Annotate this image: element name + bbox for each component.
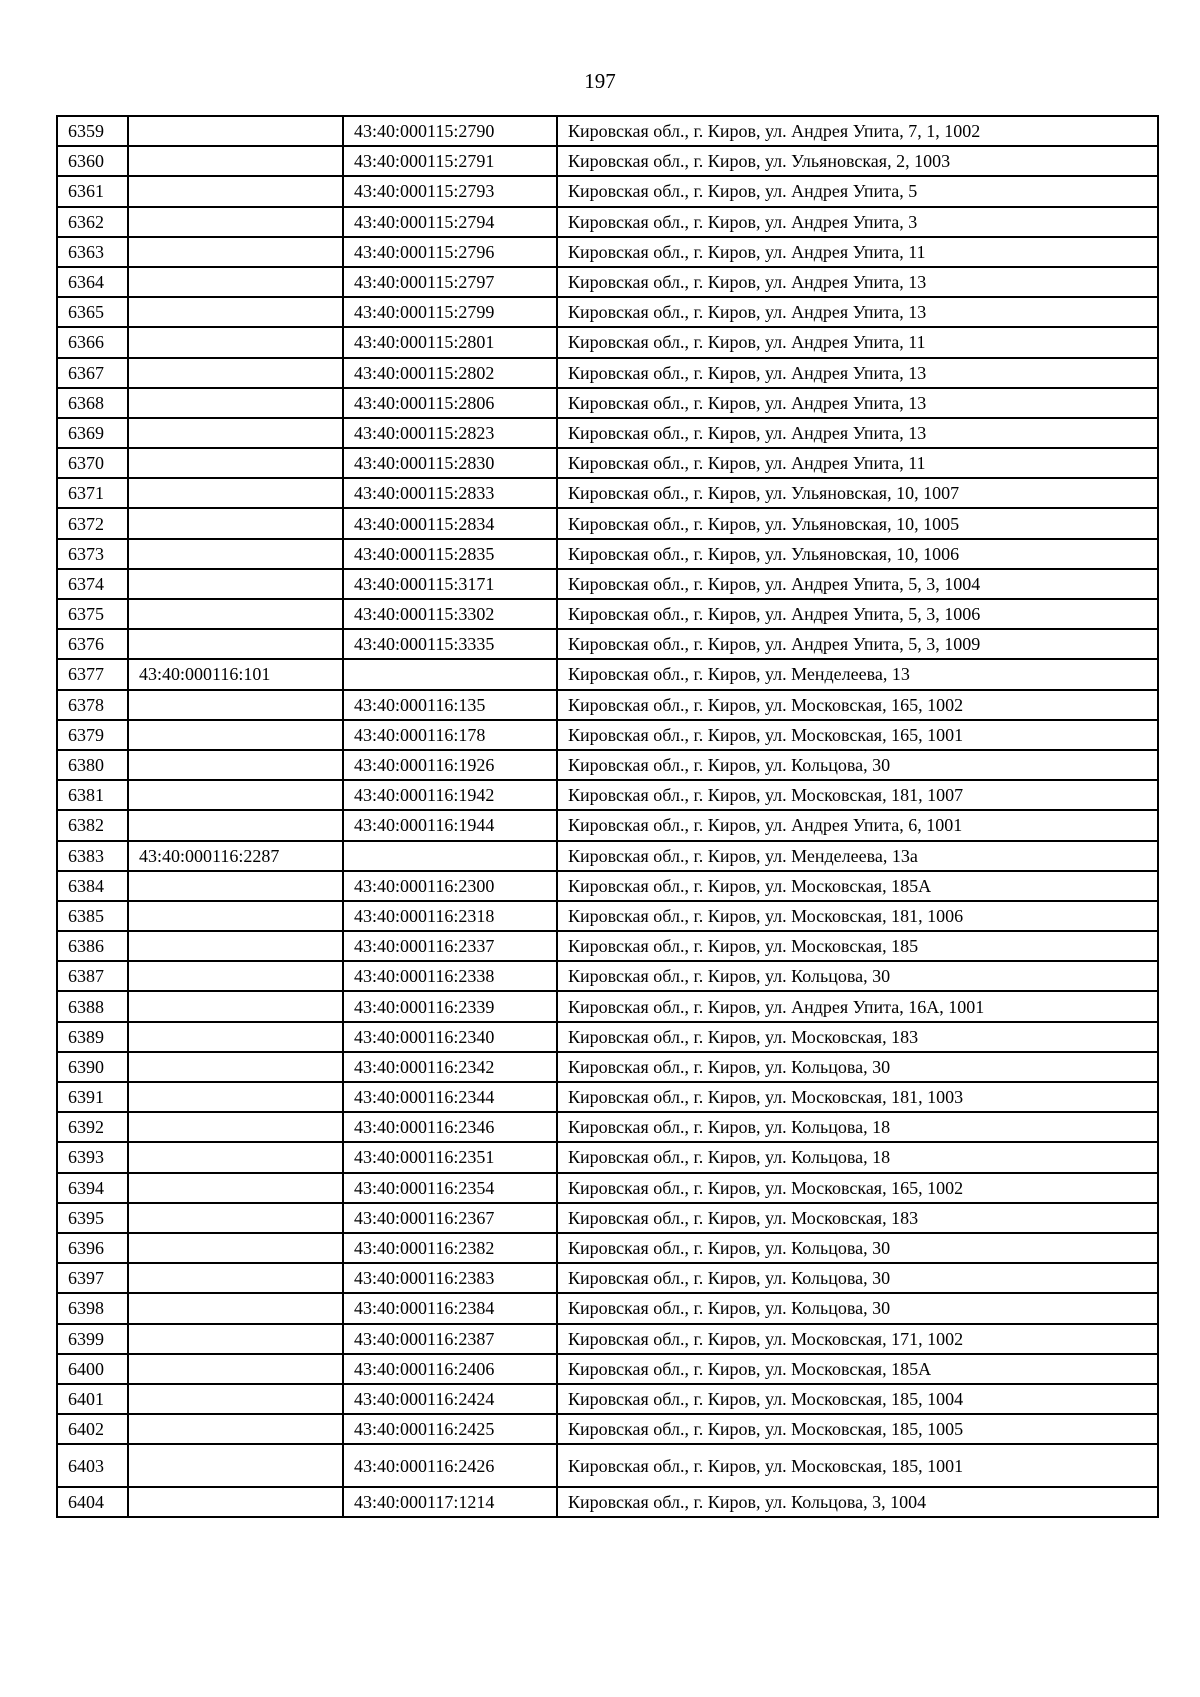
- building-cadastral-number-cell: 43:40:000116:2426: [343, 1444, 557, 1487]
- building-cadastral-number-cell: 43:40:000116:2382: [343, 1233, 557, 1263]
- building-cadastral-number-cell: 43:40:000116:2344: [343, 1082, 557, 1112]
- address-cell: Кировская обл., г. Киров, ул. Менделеева, 13: [557, 659, 1158, 689]
- row-number-cell: 6390: [57, 1052, 128, 1082]
- table-row: [57, 1263, 1158, 1293]
- building-cadastral-number-cell: 43:40:000115:2830: [343, 448, 557, 478]
- table-row: [57, 176, 1158, 206]
- building-cadastral-number-cell: 43:40:000115:2790: [343, 116, 557, 146]
- address-cell: Кировская обл., г. Киров, ул. Московская, 181, 1006: [557, 901, 1158, 931]
- table-row: [57, 780, 1158, 810]
- land-cadastral-number-cell: [128, 720, 343, 750]
- address-cell: Кировская обл., г. Киров, ул. Андрея Упита, 11: [557, 448, 1158, 478]
- table-row: [57, 1293, 1158, 1323]
- row-number-cell: 6380: [57, 750, 128, 780]
- table-row: [57, 1384, 1158, 1414]
- address-cell: Кировская обл., г. Киров, ул. Андрея Упита, 13: [557, 297, 1158, 327]
- land-cadastral-number-cell: [128, 1052, 343, 1082]
- table-row: [57, 1487, 1158, 1517]
- table-row: [57, 720, 1158, 750]
- row-number-cell: 6381: [57, 780, 128, 810]
- land-cadastral-number-cell: [128, 146, 343, 176]
- building-cadastral-number-cell: [343, 659, 557, 689]
- building-cadastral-number-cell: 43:40:000116:2318: [343, 901, 557, 931]
- row-number-cell: 6379: [57, 720, 128, 750]
- row-number-cell: 6386: [57, 931, 128, 961]
- land-cadastral-number-cell: [128, 176, 343, 206]
- land-cadastral-number-cell: [128, 478, 343, 508]
- table-row: [57, 358, 1158, 388]
- row-number-cell: 6401: [57, 1384, 128, 1414]
- row-number-cell: 6373: [57, 539, 128, 569]
- land-cadastral-number-cell: [128, 599, 343, 629]
- address-cell: Кировская обл., г. Киров, ул. Андрея Упита, 13: [557, 418, 1158, 448]
- address-cell: Кировская обл., г. Киров, ул. Московская, 181, 1007: [557, 780, 1158, 810]
- address-cell: Кировская обл., г. Киров, ул. Андрея Упита, 13: [557, 267, 1158, 297]
- table-row: [57, 1203, 1158, 1233]
- table-row: [57, 1173, 1158, 1203]
- land-cadastral-number-cell: [128, 267, 343, 297]
- address-cell: Кировская обл., г. Киров, ул. Московская, 165, 1002: [557, 690, 1158, 720]
- building-cadastral-number-cell: 43:40:000116:2346: [343, 1112, 557, 1142]
- row-number-cell: 6367: [57, 358, 128, 388]
- table-row: [57, 207, 1158, 237]
- building-cadastral-number-cell: 43:40:000116:1926: [343, 750, 557, 780]
- address-cell: Кировская обл., г. Киров, ул. Кольцова, 30: [557, 1293, 1158, 1323]
- row-number-cell: 6363: [57, 237, 128, 267]
- table-row: [57, 659, 1158, 689]
- land-cadastral-number-cell: [128, 961, 343, 991]
- table-row: [57, 599, 1158, 629]
- building-cadastral-number-cell: 43:40:000116:1944: [343, 810, 557, 840]
- row-number-cell: 6369: [57, 418, 128, 448]
- row-number-cell: 6371: [57, 478, 128, 508]
- address-cell: Кировская обл., г. Киров, ул. Кольцова, 30: [557, 750, 1158, 780]
- land-cadastral-number-cell: 43:40:000116:101: [128, 659, 343, 689]
- land-cadastral-number-cell: [128, 1384, 343, 1414]
- address-cell: Кировская обл., г. Киров, ул. Кольцова, 3, 1004: [557, 1487, 1158, 1517]
- building-cadastral-number-cell: 43:40:000115:2793: [343, 176, 557, 206]
- building-cadastral-number-cell: 43:40:000115:2796: [343, 237, 557, 267]
- table-row: [57, 1112, 1158, 1142]
- land-cadastral-number-cell: [128, 1414, 343, 1444]
- address-cell: Кировская обл., г. Киров, ул. Кольцова, 30: [557, 1052, 1158, 1082]
- land-cadastral-number-cell: [128, 1444, 343, 1487]
- address-cell: Кировская обл., г. Киров, ул. Андрея Упита, 3: [557, 207, 1158, 237]
- row-number-cell: 6396: [57, 1233, 128, 1263]
- row-number-cell: 6360: [57, 146, 128, 176]
- land-cadastral-number-cell: [128, 871, 343, 901]
- land-cadastral-number-cell: [128, 1112, 343, 1142]
- table-row: [57, 448, 1158, 478]
- land-cadastral-number-cell: [128, 1233, 343, 1263]
- address-cell: Кировская обл., г. Киров, ул. Кольцова, 30: [557, 1263, 1158, 1293]
- land-cadastral-number-cell: 43:40:000116:2287: [128, 841, 343, 871]
- row-number-cell: 6359: [57, 116, 128, 146]
- land-cadastral-number-cell: [128, 237, 343, 267]
- table-row: [57, 388, 1158, 418]
- address-cell: Кировская обл., г. Киров, ул. Московская, 185: [557, 931, 1158, 961]
- table-row: [57, 146, 1158, 176]
- address-cell: Кировская обл., г. Киров, ул. Андрея Упита, 13: [557, 388, 1158, 418]
- address-cell: Кировская обл., г. Киров, ул. Андрея Упита, 11: [557, 327, 1158, 357]
- land-cadastral-number-cell: [128, 780, 343, 810]
- land-cadastral-number-cell: [128, 327, 343, 357]
- building-cadastral-number-cell: 43:40:000117:1214: [343, 1487, 557, 1517]
- building-cadastral-number-cell: 43:40:000116:178: [343, 720, 557, 750]
- row-number-cell: 6377: [57, 659, 128, 689]
- land-cadastral-number-cell: [128, 1022, 343, 1052]
- building-cadastral-number-cell: 43:40:000116:2425: [343, 1414, 557, 1444]
- address-cell: Кировская обл., г. Киров, ул. Московская, 181, 1003: [557, 1082, 1158, 1112]
- table-row: [57, 961, 1158, 991]
- building-cadastral-number-cell: 43:40:000115:2801: [343, 327, 557, 357]
- row-number-cell: 6376: [57, 629, 128, 659]
- row-number-cell: 6387: [57, 961, 128, 991]
- building-cadastral-number-cell: 43:40:000116:2367: [343, 1203, 557, 1233]
- row-number-cell: 6398: [57, 1293, 128, 1323]
- building-cadastral-number-cell: 43:40:000115:2802: [343, 358, 557, 388]
- address-cell: Кировская обл., г. Киров, ул. Андрея Упита, 13: [557, 358, 1158, 388]
- land-cadastral-number-cell: [128, 991, 343, 1021]
- building-cadastral-number-cell: 43:40:000115:2835: [343, 539, 557, 569]
- table-row: [57, 901, 1158, 931]
- table-row: [57, 478, 1158, 508]
- address-cell: Кировская обл., г. Киров, ул. Московская, 185, 1004: [557, 1384, 1158, 1414]
- address-cell: Кировская обл., г. Киров, ул. Московская, 185А: [557, 871, 1158, 901]
- building-cadastral-number-cell: 43:40:000116:2387: [343, 1324, 557, 1354]
- building-cadastral-number-cell: 43:40:000116:135: [343, 690, 557, 720]
- building-cadastral-number-cell: 43:40:000116:2406: [343, 1354, 557, 1384]
- land-cadastral-number-cell: [128, 1324, 343, 1354]
- address-cell: Кировская обл., г. Киров, ул. Андрея Упита, 5, 3, 1004: [557, 569, 1158, 599]
- address-cell: Кировская обл., г. Киров, ул. Ульяновская, 10, 1007: [557, 478, 1158, 508]
- row-number-cell: 6403: [57, 1444, 128, 1487]
- table-row: [57, 629, 1158, 659]
- address-cell: Кировская обл., г. Киров, ул. Андрея Упита, 6, 1001: [557, 810, 1158, 840]
- table-row: [57, 931, 1158, 961]
- row-number-cell: 6404: [57, 1487, 128, 1517]
- land-cadastral-number-cell: [128, 690, 343, 720]
- table-row: [57, 1142, 1158, 1172]
- land-cadastral-number-cell: [128, 629, 343, 659]
- table-row: [57, 418, 1158, 448]
- land-cadastral-number-cell: [128, 569, 343, 599]
- table-row: [57, 297, 1158, 327]
- registry-table-body: [57, 116, 1158, 1517]
- table-row: [57, 1324, 1158, 1354]
- table-row: [57, 690, 1158, 720]
- land-cadastral-number-cell: [128, 358, 343, 388]
- building-cadastral-number-cell: 43:40:000116:2354: [343, 1173, 557, 1203]
- table-row: [57, 237, 1158, 267]
- row-number-cell: 6370: [57, 448, 128, 478]
- table-row: [57, 1082, 1158, 1112]
- address-cell: Кировская обл., г. Киров, ул. Ульяновская, 10, 1006: [557, 539, 1158, 569]
- land-cadastral-number-cell: [128, 1082, 343, 1112]
- row-number-cell: 6368: [57, 388, 128, 418]
- address-cell: Кировская обл., г. Киров, ул. Андрея Упита, 16А, 1001: [557, 991, 1158, 1021]
- land-cadastral-number-cell: [128, 931, 343, 961]
- land-cadastral-number-cell: [128, 388, 343, 418]
- building-cadastral-number-cell: 43:40:000116:2338: [343, 961, 557, 991]
- building-cadastral-number-cell: [343, 841, 557, 871]
- address-cell: Кировская обл., г. Киров, ул. Андрея Упита, 7, 1, 1002: [557, 116, 1158, 146]
- row-number-cell: 6395: [57, 1203, 128, 1233]
- address-cell: Кировская обл., г. Киров, ул. Андрея Упита, 5, 3, 1009: [557, 629, 1158, 659]
- row-number-cell: 6402: [57, 1414, 128, 1444]
- land-cadastral-number-cell: [128, 1203, 343, 1233]
- land-cadastral-number-cell: [128, 539, 343, 569]
- table-row: [57, 991, 1158, 1021]
- address-cell: Кировская обл., г. Киров, ул. Московская, 185, 1005: [557, 1414, 1158, 1444]
- row-number-cell: 6388: [57, 991, 128, 1021]
- land-cadastral-number-cell: [128, 1293, 343, 1323]
- table-row: [57, 1414, 1158, 1444]
- row-number-cell: 6384: [57, 871, 128, 901]
- building-cadastral-number-cell: 43:40:000116:2351: [343, 1142, 557, 1172]
- building-cadastral-number-cell: 43:40:000116:2340: [343, 1022, 557, 1052]
- building-cadastral-number-cell: 43:40:000115:3335: [343, 629, 557, 659]
- land-cadastral-number-cell: [128, 1354, 343, 1384]
- table-row: [57, 267, 1158, 297]
- address-cell: Кировская обл., г. Киров, ул. Московская, 183: [557, 1022, 1158, 1052]
- building-cadastral-number-cell: 43:40:000115:3171: [343, 569, 557, 599]
- table-row: [57, 539, 1158, 569]
- row-number-cell: 6393: [57, 1142, 128, 1172]
- land-cadastral-number-cell: [128, 1263, 343, 1293]
- land-cadastral-number-cell: [128, 207, 343, 237]
- row-number-cell: 6385: [57, 901, 128, 931]
- table-row: [57, 871, 1158, 901]
- table-row: [57, 1052, 1158, 1082]
- building-cadastral-number-cell: 43:40:000116:2300: [343, 871, 557, 901]
- address-cell: Кировская обл., г. Киров, ул. Андрея Упита, 5: [557, 176, 1158, 206]
- row-number-cell: 6392: [57, 1112, 128, 1142]
- row-number-cell: 6374: [57, 569, 128, 599]
- page-number: 197: [584, 69, 616, 93]
- address-cell: Кировская обл., г. Киров, ул. Кольцова, 18: [557, 1142, 1158, 1172]
- table-row: [57, 116, 1158, 146]
- row-number-cell: 6378: [57, 690, 128, 720]
- row-number-cell: 6394: [57, 1173, 128, 1203]
- row-number-cell: 6389: [57, 1022, 128, 1052]
- row-number-cell: 6382: [57, 810, 128, 840]
- building-cadastral-number-cell: 43:40:000116:2339: [343, 991, 557, 1021]
- building-cadastral-number-cell: 43:40:000116:2424: [343, 1384, 557, 1414]
- registry-table: [56, 115, 1159, 1518]
- building-cadastral-number-cell: 43:40:000115:2794: [343, 207, 557, 237]
- land-cadastral-number-cell: [128, 1173, 343, 1203]
- building-cadastral-number-cell: 43:40:000116:2342: [343, 1052, 557, 1082]
- land-cadastral-number-cell: [128, 418, 343, 448]
- address-cell: Кировская обл., г. Киров, ул. Кольцова, 30: [557, 961, 1158, 991]
- row-number-cell: 6365: [57, 297, 128, 327]
- address-cell: Кировская обл., г. Киров, ул. Ульяновская, 2, 1003: [557, 146, 1158, 176]
- building-cadastral-number-cell: 43:40:000115:3302: [343, 599, 557, 629]
- address-cell: Кировская обл., г. Киров, ул. Андрея Упита, 11: [557, 237, 1158, 267]
- row-number-cell: 6366: [57, 327, 128, 357]
- building-cadastral-number-cell: 43:40:000115:2833: [343, 478, 557, 508]
- address-cell: Кировская обл., г. Киров, ул. Московская, 183: [557, 1203, 1158, 1233]
- building-cadastral-number-cell: 43:40:000115:2799: [343, 297, 557, 327]
- building-cadastral-number-cell: 43:40:000116:2383: [343, 1263, 557, 1293]
- building-cadastral-number-cell: 43:40:000116:2384: [343, 1293, 557, 1323]
- address-cell: Кировская обл., г. Киров, ул. Московская, 165, 1001: [557, 720, 1158, 750]
- row-number-cell: 6361: [57, 176, 128, 206]
- land-cadastral-number-cell: [128, 750, 343, 780]
- table-row: [57, 1444, 1158, 1487]
- building-cadastral-number-cell: 43:40:000116:2337: [343, 931, 557, 961]
- address-cell: Кировская обл., г. Киров, ул. Ульяновская, 10, 1005: [557, 508, 1158, 538]
- land-cadastral-number-cell: [128, 1487, 343, 1517]
- row-number-cell: 6364: [57, 267, 128, 297]
- building-cadastral-number-cell: 43:40:000115:2823: [343, 418, 557, 448]
- address-cell: Кировская обл., г. Киров, ул. Менделеева, 13а: [557, 841, 1158, 871]
- row-number-cell: 6397: [57, 1263, 128, 1293]
- address-cell: Кировская обл., г. Киров, ул. Московская, 165, 1002: [557, 1173, 1158, 1203]
- building-cadastral-number-cell: 43:40:000116:1942: [343, 780, 557, 810]
- row-number-cell: 6372: [57, 508, 128, 538]
- table-row: [57, 1022, 1158, 1052]
- address-cell: Кировская обл., г. Киров, ул. Московская, 171, 1002: [557, 1324, 1158, 1354]
- row-number-cell: 6383: [57, 841, 128, 871]
- address-cell: Кировская обл., г. Киров, ул. Московская, 185, 1001: [557, 1444, 1158, 1487]
- land-cadastral-number-cell: [128, 1142, 343, 1172]
- address-cell: Кировская обл., г. Киров, ул. Кольцова, 30: [557, 1233, 1158, 1263]
- address-cell: Кировская обл., г. Киров, ул. Московская, 185А: [557, 1354, 1158, 1384]
- land-cadastral-number-cell: [128, 508, 343, 538]
- building-cadastral-number-cell: 43:40:000115:2834: [343, 508, 557, 538]
- table-row: [57, 841, 1158, 871]
- table-row: [57, 569, 1158, 599]
- building-cadastral-number-cell: 43:40:000115:2791: [343, 146, 557, 176]
- row-number-cell: 6399: [57, 1324, 128, 1354]
- row-number-cell: 6375: [57, 599, 128, 629]
- land-cadastral-number-cell: [128, 116, 343, 146]
- table-row: [57, 327, 1158, 357]
- table-row: [57, 750, 1158, 780]
- row-number-cell: 6391: [57, 1082, 128, 1112]
- table-row: [57, 1354, 1158, 1384]
- address-cell: Кировская обл., г. Киров, ул. Андрея Упита, 5, 3, 1006: [557, 599, 1158, 629]
- table-row: [57, 508, 1158, 538]
- building-cadastral-number-cell: 43:40:000115:2806: [343, 388, 557, 418]
- building-cadastral-number-cell: 43:40:000115:2797: [343, 267, 557, 297]
- table-row: [57, 1233, 1158, 1263]
- land-cadastral-number-cell: [128, 901, 343, 931]
- address-cell: Кировская обл., г. Киров, ул. Кольцова, 18: [557, 1112, 1158, 1142]
- row-number-cell: 6362: [57, 207, 128, 237]
- land-cadastral-number-cell: [128, 810, 343, 840]
- land-cadastral-number-cell: [128, 297, 343, 327]
- land-cadastral-number-cell: [128, 448, 343, 478]
- row-number-cell: 6400: [57, 1354, 128, 1384]
- table-row: [57, 810, 1158, 840]
